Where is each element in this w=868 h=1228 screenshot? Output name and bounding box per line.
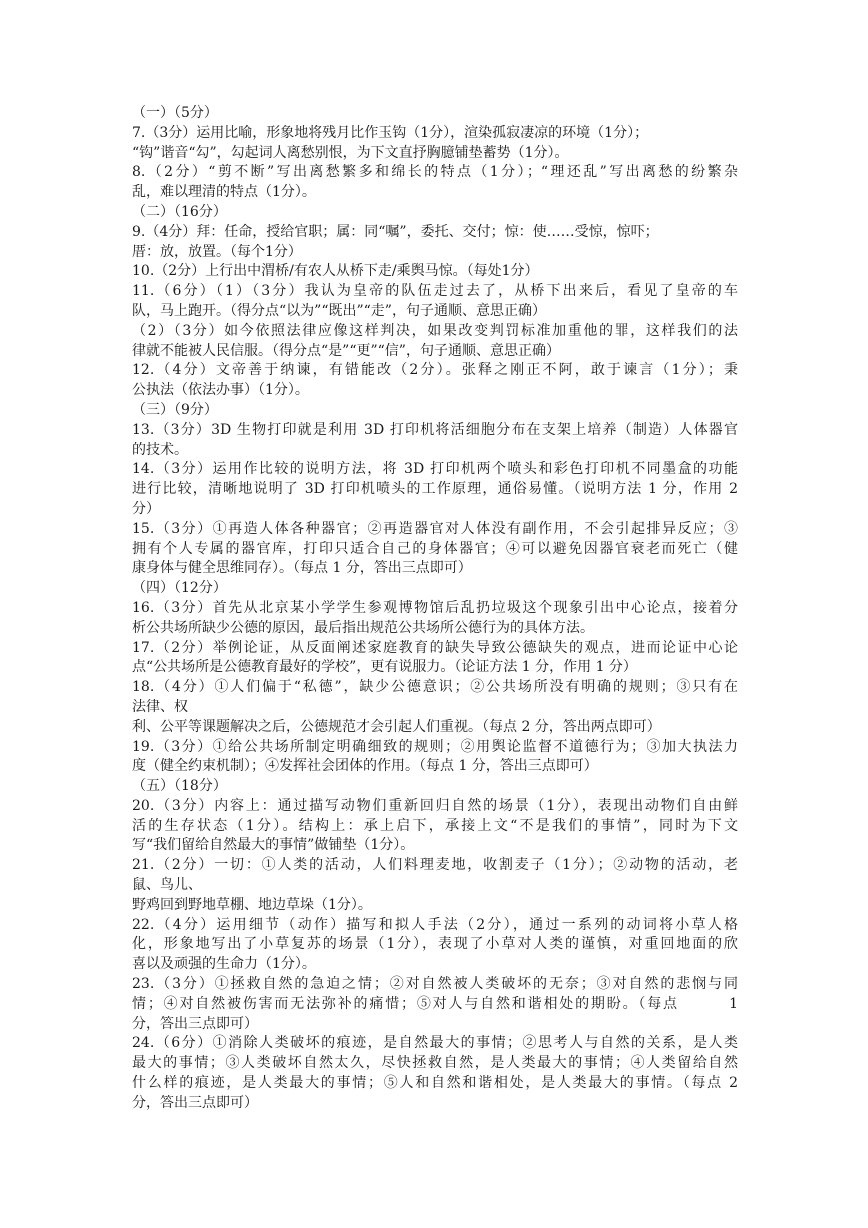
text-line: 15.（3分）①再造人体各种器官；②再造器官对人体没有副作用，不会引起排异反应；③: [132, 520, 738, 537]
text-line: 24.（6分）①消除人类破坏的痕迹，是自然最大的事情；②思考人与自然的关系，是人类: [132, 1035, 738, 1052]
text-line: 利、公平等课题解决之后，公德规范才会引起人们重视。（每点 2 分，答出两点即可）: [132, 718, 661, 735]
text-line: 活的生存状态（1分）。结构上：承上启下，承接上文“不是我们的事情”，同时为下文: [132, 817, 738, 834]
text-line: 13.（3分）3D 生物打印就是利用 3D 打印机将活细胞分布在支架上培养（制造）人体器官: [132, 421, 738, 438]
text-line: （五）（18分）: [132, 778, 227, 795]
text-line: 化，形象地写出了小草复苏的场景（1分），表现了小草对人类的谨慎，对重回地面的欣: [132, 936, 738, 953]
text-line: 最大的事情；③人类破坏自然太久，尽快拯救自然，是人类最大的事情；④人类留给自然: [132, 1055, 738, 1072]
text-line: 康身体与健全思维同存）。（每点 1 分，答出三点即可）: [132, 560, 472, 577]
text-line: 拥有个人专属的器官库，打印只适合自己的身体器官；④可以避免因器官衰老而死亡（健: [132, 540, 738, 557]
text-line: 什么样的痕迹，是人类最大的事情；⑤人和自然和谐相处，是人类最大的事情。（每点 2: [132, 1075, 738, 1092]
text-line: （四）（12分）: [132, 580, 227, 597]
text-line: 16.（3分）首先从北京某小学学生参观博物馆后乱扔垃圾这个现象引出中心论点，接着分: [132, 599, 738, 616]
text-line: 9.（4分）拜：任命，授给官职；属：同“嘱”，委托、交付；惊：使……受惊，惊吓；: [132, 223, 659, 240]
text-line: 分，答出三点即可）: [132, 1015, 258, 1032]
text-line: 厝：放，放置。（每个1分）: [132, 243, 302, 260]
text-line: （三）（9分）: [132, 401, 218, 418]
text-line: 进行比较，清晰地说明了 3D 打印机喷头的工作原理，通俗易懂。（说明方法 1 分，作用 2: [132, 481, 738, 498]
text-line: 乱，难以理清的特点（1分）。: [132, 184, 316, 201]
text-line: 公执法（依法办事）（1分）。: [132, 382, 309, 399]
text-line: 度（健全约束机制）；④发挥社会团体的作用。（每点 1 分，答出三点即可）: [132, 758, 598, 775]
text-line: 22.（4分）运用细节（动作）描写和拟人手法（2分），通过一系列的动词将小草人格: [132, 916, 738, 933]
text-line: 10.（2分）上行出中渭桥/有农人从桥下走/乘舆马惊。（每处1分）: [132, 263, 539, 280]
text-line: 律就不能被人民信服。（得分点“是”“更”“信”，句子通顺、意思正确）: [132, 342, 560, 359]
text-line: 20.（3分）内容上：通过描写动物们重新回归自然的场景（1分），表现出动物们自由鲜: [132, 797, 738, 814]
text-line: 点“公共场所是公德教育最好的学校”，更有说服力。（论证方法 1 分，作用 1 分）: [132, 659, 637, 676]
text-line: 23.（3分）①拯救自然的急迫之情；②对自然被人类破坏的无奈；③对自然的悲悯与同: [132, 976, 738, 993]
text-line: 分，答出三点即可）: [132, 1094, 258, 1111]
answer-key-document: [132, 104, 738, 1114]
text-line: 19.（3分）①给公共场所制定明确细致的规则；②用舆论监督不道德行为；③加大执法力: [132, 738, 738, 755]
text-line: 12.（4分）文帝善于纳谏，有错能改（2分）。张释之刚正不阿，敢于谏言（1分）；秉: [132, 362, 738, 379]
text-line: 析公共场所缺少公德的原因，最后指出规范公共场所公德行为的具体方法。: [132, 619, 594, 636]
text-line: 鼠、鸟儿、: [132, 877, 202, 894]
text-line: 分）: [132, 500, 160, 517]
text-line: （二）（16分）: [132, 203, 227, 220]
text-line: 14.（3分）运用作比较的说明方法，将 3D 打印机两个喷头和彩色打印机不同墨盒的功能: [132, 461, 738, 478]
text-line: （一）（5分）: [132, 105, 218, 121]
text-line: 18.（4分）①人们偏于“私德”，缺少公德意识；②公共场所没有明确的规则；③只有在: [132, 679, 738, 696]
text-line: 写“我们留给自然最大的事情”做铺垫（1分）。: [132, 837, 415, 854]
text-line: （2）（3分）如今依照法律应像这样判决，如果改变判罚标准加重他的罪，这样我们的法: [132, 322, 738, 339]
text-line: 11.（6分）（1）（3分）我认为皇帝的队伍走过去了，从桥下出来后，看见了皇帝的车: [132, 283, 738, 300]
text-line: 法律、权: [132, 698, 188, 715]
text-line: 情；④对自然被伤害而无法弥补的痛惜；⑤对人与自然和谐相处的期盼。（每点 1: [132, 995, 738, 1012]
text-line: 7.（3分）运用比喻，形象地将残月比作玉钩（1分），渲染孤寂凄凉的环境（1分）；: [132, 124, 649, 141]
text-line: 8.（2分）“剪不断”写出离愁繁多和绵长的特点（1分）；“理还乱”写出离愁的纷繁杂: [132, 164, 738, 181]
text-line: “钩”谐音“勾”，勾起词人离愁别恨，为下文直抒胸臆铺垫蓄势（1分）。: [132, 144, 569, 161]
text-line: 21.（2分）一切：①人类的活动，人们料理麦地，收割麦子（1分）；②动物的活动，老: [132, 857, 738, 874]
text-line: 的技术。: [132, 441, 188, 458]
text-line: 17.（2分）举例论证，从反面阐述家庭教育的缺失导致公德缺失的观点，进而论证中心论: [132, 639, 738, 656]
text-line: 野鸡回到野地草棚、地边草垛（1分）。: [132, 896, 372, 913]
text-line: 队，马上跑开。（得分点“以为”“既出”“走”，句子通顺、意思正确）: [132, 302, 546, 319]
text-line: 喜以及顽强的生命力（1分）。: [132, 956, 316, 973]
